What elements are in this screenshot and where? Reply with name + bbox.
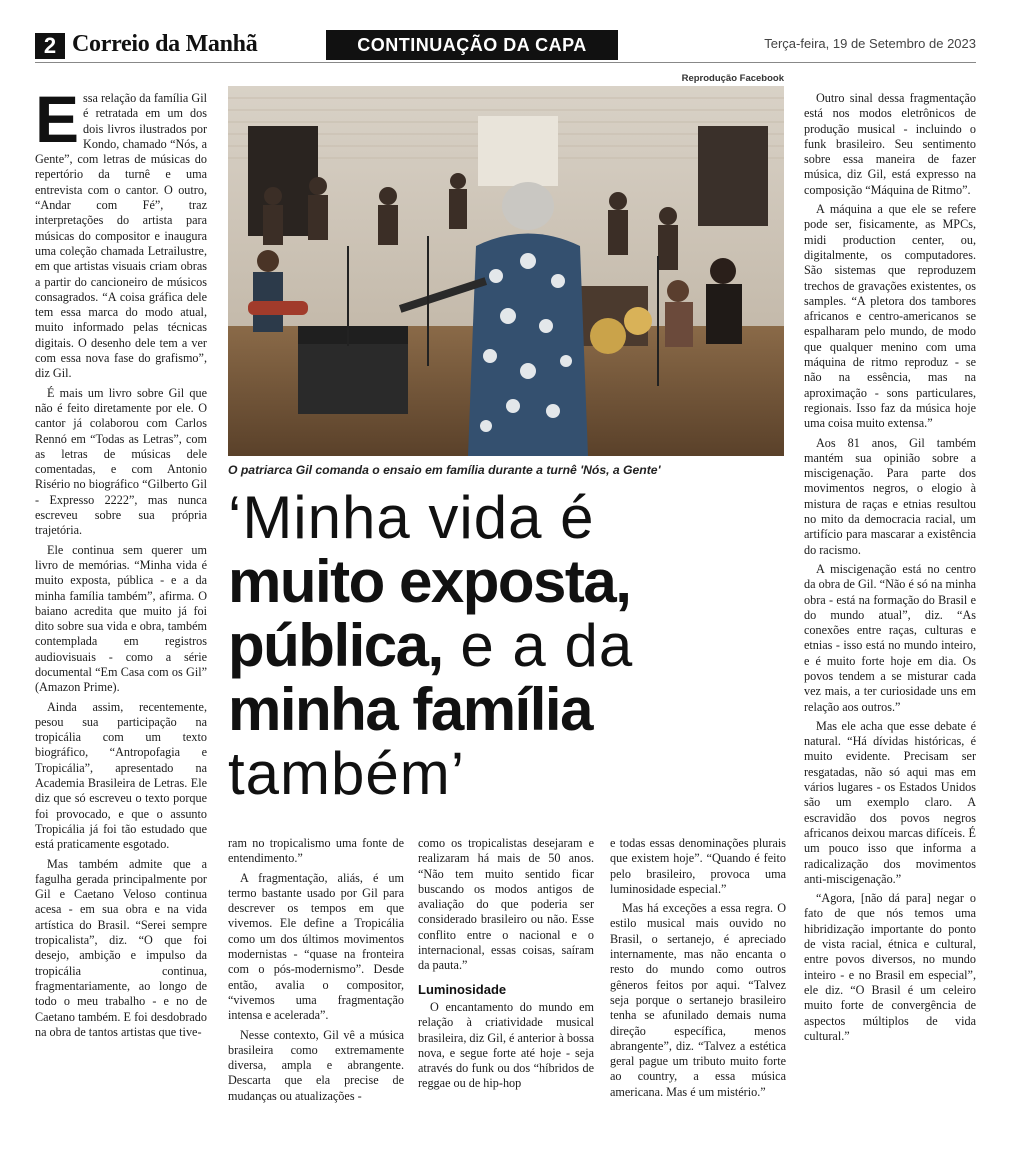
paragraph: Ele continua sem querer um livro de memórias. “Minha vida é muito exposta, pública - e a da minha família também”, afirma. O baiano acredita que muito já foi dito sobre sua vida e obra, também contemplada em registros audiovisuais - como a série documental “Em Casa com os Gil” (Amazon Prime). (35, 542, 207, 695)
quote-line-1: ‘Minha vida é (228, 484, 595, 551)
paragraph: O encantamento do mundo em relação à criatividade musical brasileira, diz Gil, é anterior à bossa nova, e segue forte até hoje - seja através do funk ou dos “híbridos de reggae ou de hip-hop (418, 999, 594, 1091)
article-column-4 (610, 836, 786, 1104)
paragraph: Nesse contexto, Gil vê a música brasileira como extremamente diversa, ampla e abrangente. Descarta que ela precise de mudanças ou atualizações - (228, 1027, 404, 1103)
paragraph: Aos 81 anos, Gil também mantém sua opinião sobre a miscigenação. Para parte dos movimentos negros, o elogio à mistura de raças e etnias resultou no mito da democracia racial, um artifício para mascarar a existência do racismo. (804, 435, 976, 557)
drop-cap: E (35, 82, 80, 156)
paragraph: e todas essas denominações plurais que existem hoje”. “Quando é feito pelo brasileiro, provoca uma luminosidade especial.” (610, 836, 786, 896)
quote-line-3 (228, 614, 798, 678)
header-divider (35, 62, 976, 63)
article-column-1 (35, 82, 207, 1044)
masthead (0, 0, 1010, 68)
paragraph: ram no tropicalismo uma fonte de entendimento.” (228, 836, 404, 866)
paragraph: Mas também admite que a fagulha gerada principalmente por Gil e Caetano Veloso continua acesa - em sua obra e na vida artística do Brasil. “Serei sempre tropicalista”, diz. “O que foi desejo, ambição e impulso da tropicália continua, fragmentariamente, ao longo de todo o meu trabalho - e no de Caetano também. E foi desdobrado na obra de tantos artistas que tive- (35, 856, 207, 1039)
article-column-2 (228, 836, 404, 1108)
paragraph: Outro sinal dessa fragmentação está nos modos eletrônicos de produção musical - incluindo o funk brasileiro. Seu sentimento sobre essa maneira de fazer música, diz Gil, está expresso na composição “Máquina de Ritmo”. (804, 91, 976, 197)
newspaper-brand: Correio da Manhã (72, 31, 258, 57)
page-number: 2 (35, 33, 65, 59)
paragraph: É mais um livro sobre Gil que não é feito diretamente por ele. O cantor já colaborou com Carlos Rennó em “Todas as Letras”, com as letras de músicas dele comentadas, e com Antonio Risério no biográfico “Gilberto Gil - Expresso 2222”, mas nunca escreveu sobre sua própria trajetória. (35, 385, 207, 538)
paragraph-text: ssa relação da família Gil é retratada em um dos dois livros ilustrados por Kondo, chamado “Nós, a Gente”, com letras de músicas do repertório da turnê e uma entrevista com o cantor. O outro, “Andar com Fé”, traz interpretações do artista para músicas do compositor e inaugura uma coleção chamada Letrailustre, em que artistas visuais criam obras a partir do cancioneiro de músicos consagrados. “A coisa gráfica dele tem essa marca do modo atual, muito informado pelas técnicas digitais. O desenho dele tem a ver com essa nova fase do grafismo”, diz Gil. (35, 91, 207, 381)
paragraph: Mas ele acha que esse debate é natural. “Há dívidas históricas, é muito evidente. Precisam ser resgatadas, não só aqui mas em vários lugares - os Estados Unidos são um exemplo claro. A escravidão dos povos negros africanos deixou marcas difíceis. É um pouco isso que informa a radicalização dos movimentos anti-miscigenação.” (804, 718, 976, 886)
photo-credit: Reprodução Facebook (681, 73, 784, 84)
article-column-5 (804, 91, 976, 1048)
quote-line-2: muito exposta, (228, 548, 631, 615)
paragraph: Ainda assim, recentemente, pesou sua participação na tropicália com um texto biográfico, “Antropofagia e Tropicália”, apresentado na Academia Brasileira de Letras. Ele diz que só escreveu o texto porque foi provocado, e que o assunto Tropicália já foi tão estudado que está praticamente esgotado. (35, 699, 207, 852)
quote-line-5: também’ (228, 740, 466, 807)
paragraph: Mas há exceções a essa regra. O estilo musical mais ouvido no Brasil, o sertanejo, é apreciado internamente, mas não encanta o resto do mundo como outros gêneros feitos por aqui. “Talvez seja porque o sertanejo brasileiro tenha se afunilado demais numa direção específica, menos abrangente”, diz. “Talvez a estética geral pague um tributo muito forte ao country, a essa música americana. Mas é um mistério.” (610, 901, 786, 1099)
subhead: Luminosidade (418, 981, 507, 997)
pull-quote (228, 486, 798, 806)
paragraph: como os tropicalistas desejaram e realizaram há mais de 50 anos. “Não tem muito sentido ficar buscando os modos antigos de avaliação do que poderia ser considerado brasileiro ou não. Esse conflito entre o nacional e o internacional, essas coisas, saíram da pauta.” (418, 836, 594, 973)
quote-line-3-thin: e a da (442, 612, 634, 679)
paragraph: A fragmentação, aliás, é um termo bastante usado por Gil para descrever os tempos em que vivemos. Ele define a Tropicália como um dos últimos movimentos modernistas - “quase na fronteira com o pós-modernismo”. Desde então, avalia o compositor, “vivemos uma fragmentação intensa e acelerada”. (228, 870, 404, 1023)
paragraph (35, 82, 207, 382)
photo-illustration (228, 86, 784, 456)
photo-caption: O patriarca Gil comanda o ensaio em família durante a turnê 'Nós, a Gente' (228, 463, 661, 477)
quote-line-4: minha família (228, 676, 592, 743)
quote-line-3-bold: pública, (228, 612, 443, 679)
rehearsal-photo (228, 86, 784, 456)
section-title: CONTINUAÇÃO DA CAPA (326, 30, 618, 60)
paragraph: A máquina a que ele se refere pode ser, fisicamente, as MPCs, midi production center, ou, digitalmente, os computadores. São sistemas que reproduzem trechos de gravações existentes, os samples. “A pletora dos tambores africanos e centro-americanos se espalharam pelo mundo, de modo que qualquer menino com uma máquina de ritmo reproduz - se não na essência, mas na aproximação - sons particulares, regionais. Isso faz da música hoje uma coisa muito extensa.” (804, 202, 976, 431)
dateline: Terça-feira, 19 de Setembro de 2023 (764, 36, 976, 51)
paragraph: “Agora, [não dá para] negar o fato de que nós temos uma hibridização importante do ponto de vista racial, étnica e cultural, entre povos diversos, no mundo inteiro - e no Brasil em especial”, ele diz. “O Brasil é um celeiro muito forte de convergência de aspectos múltiplos de vida cultural.” (804, 891, 976, 1043)
article-column-3 (418, 836, 594, 1096)
paragraph: A miscigenação está no centro da obra de Gil. “Não é só na minha obra - está na formação do Brasil e do mundo atual”, diz. “As conexões entre raças, culturas e etnias - isso está no mundo inteiro, e é muito forte hoje em dia. Os povos tendem a se misturar cada vez mais, a ter curiosidade uns em relação aos outros.” (804, 561, 976, 714)
